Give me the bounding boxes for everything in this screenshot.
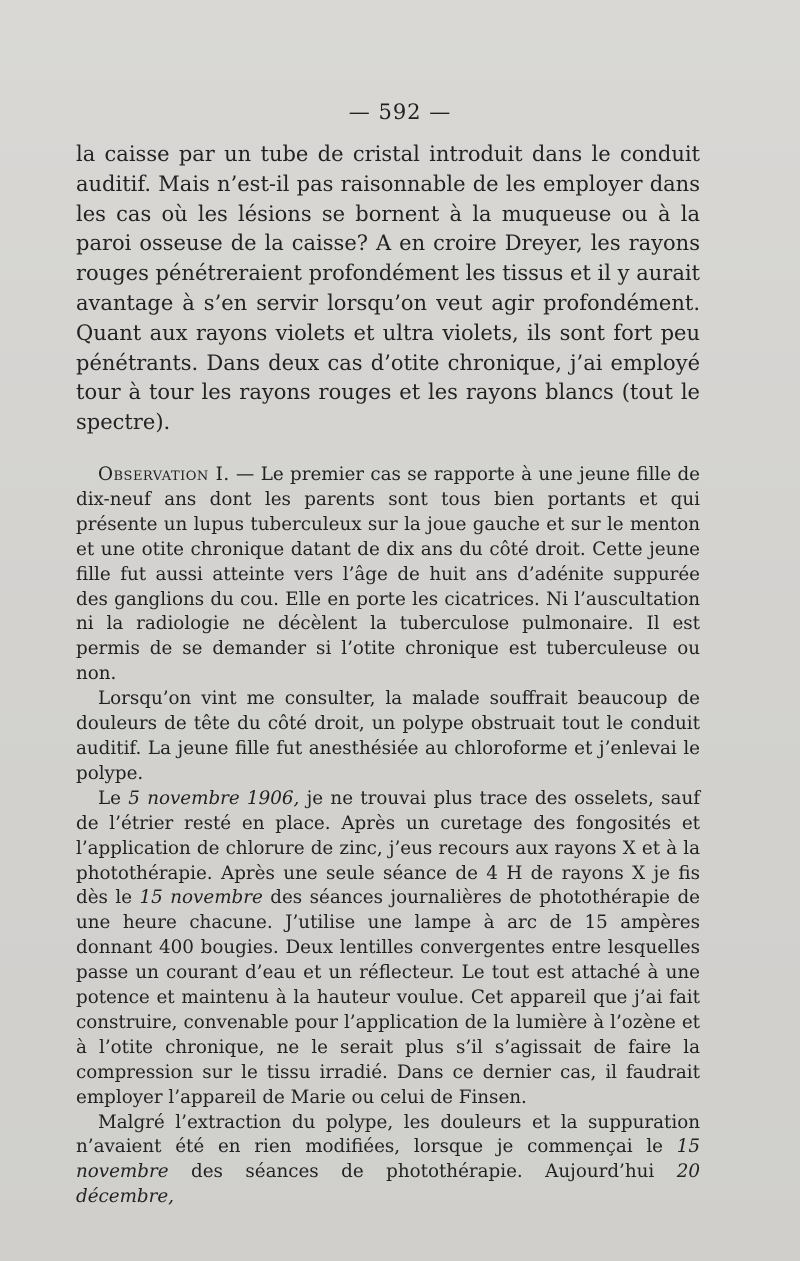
paragraph-3-text-a: Le — [98, 787, 129, 809]
paragraph-3-text-b: je ne trouvai plus trace des osselets, sauf de l’étrier resté en place. Après un curetage des fongosités et l’application de chlorure de zinc, j’eus recours aux rayons X et à la photothérapie. Après une seule séance de 4 H de rayons X je fis dès le — [76, 787, 700, 909]
observation-paragraph-1 — [76, 463, 700, 687]
paragraph-4-text-b: des séances de photothérapie. Aujourd’hui — [168, 1161, 677, 1183]
intro-paragraph: la caisse par un tube de cristal introduit dans le conduit auditif. Mais n’est-il pas raisonnable de les employer dans les cas où les lésions se bornent à la muqueuse ou à la paroi osseuse de la caisse? A en croire Dreyer, les rayons rouges pénétreraient profondément les tissus et il y aurait avantage à s’en servir lorsqu’on veut agir profondément. Quant aux rayons violets et ultra violets, ils sont fort peu pénétrants. Dans deux cas d’otite chronique, j’ai employé tour à tour les rayons rouges et les rayons blancs (tout le spectre). — [76, 142, 700, 435]
paragraph-4-text-a: Malgré l’extraction du polype, les douleurs et la suppuration n’avaient été en rien modifiées, lorsque je commençai le — [76, 1111, 700, 1158]
observation-paragraph-2: Lorsqu’on vint me consulter, la malade souffrait beaucoup de douleurs de tête du côté droit, un polype obstruait tout le conduit auditif. La jeune fille fut anesthésiée au chloroforme et j’enlevai le polype. — [76, 688, 700, 784]
date-15-novembre-2: 15 novembre — [76, 1136, 700, 1183]
observation-paragraph-1-text: — Le premier cas se rapporte à une jeune fille de dix-neuf ans dont les parents sont tous bien portants et qui présente un lupus tuberculeux sur la joue gauche et sur le menton et une otite chronique datant de dix ans du côté droit. Cette jeune fille fut aussi atteinte vers l’âge de huit ans d’adénite suppurée des ganglions du cou. Elle en porte les cicatrices. Ni l’auscultation ni la radiologie ne décèlent la tuberculose pulmonaire. Il est permis de se demander si l’otite chronique est tuberculeuse ou non. — [76, 464, 700, 685]
observation-section — [76, 463, 700, 1210]
observation-paragraph-4 — [76, 1111, 700, 1211]
date-5-novembre-1906: 5 novembre 1906, — [128, 787, 300, 809]
date-20-decembre: 20 décembre, — [76, 1161, 700, 1208]
observation-paragraph-3 — [76, 787, 700, 1111]
observation-heading: Observation I. — [98, 464, 230, 485]
date-15-novembre: 15 novembre — [139, 887, 263, 909]
intro-text — [76, 140, 700, 438]
page-number: — 592 — — [348, 100, 452, 124]
paragraph-3-text-c: des séances journalières de photothérapie de une heure chacune. J’utilise une lampe à arc de 15 ampères donnant 400 bougies. Deux lentilles convergentes entre lesquelles passe un courant d’eau et un réflecteur. Le tout est attaché à une potence et maintenu à la hauteur voulue. Cet appareil que j’ai fait construire, convenable pour l’application de la lumière à l’ozène et à l’otite chronique, ne le serait plus s’il s’agissait de faire la compression sur le tissu irradié. Dans ce dernier cas, il faudrait employer l’appareil de Marie ou celui de Finsen. — [76, 887, 700, 1108]
